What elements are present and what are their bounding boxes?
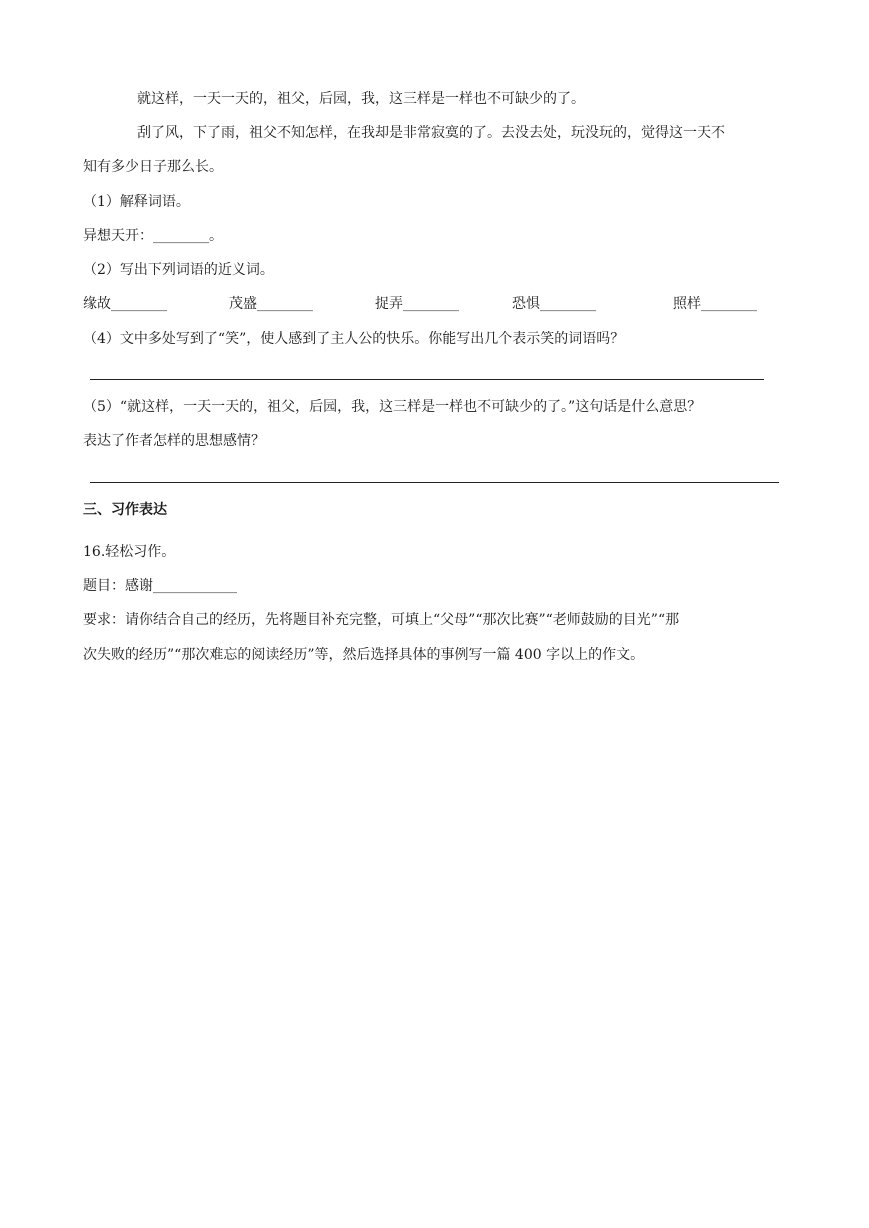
question-1-item: 异想天开：________。	[83, 228, 223, 244]
passage-paragraph-1: 就这样，一天一天的，祖父，后园，我，这三样是一样也不可缺少的了。	[137, 91, 585, 107]
passage-paragraph-2-line-2: 知有多少日子那么长。	[83, 159, 223, 175]
question-5-line-2: 表达了作者怎样的思想感情？	[83, 433, 265, 449]
essay-topic: 题目：感谢____________	[83, 578, 237, 594]
question-1-title: （1）解释词语。	[83, 194, 190, 210]
question-4-title: （4）文中多处写到了“笑”，使人感到了主人公的快乐。你能写出几个表示笑的词语吗？	[83, 331, 625, 347]
question-2-title: （2）写出下列词语的近义词。	[83, 262, 274, 278]
essay-requirement-line-1: 要求：请你结合自己的经历，先将题目补充完整，可填上“父母”“那次比赛”“老师鼓励的目光”“那	[83, 612, 680, 628]
synonym-row	[83, 294, 783, 314]
synonym-item: 捉弄________	[375, 296, 459, 312]
question-16-title: 16.轻松习作。	[83, 544, 176, 560]
synonym-item: 茂盛________	[229, 296, 313, 312]
passage-paragraph-2-line-1: 刮了风，下了雨，祖父不知怎样，在我却是非常寂寞的了。去没去处，玩没玩的，觉得这一天不	[137, 125, 725, 141]
question-5-line-1: （5）“就这样，一天一天的，祖父，后园，我，这三样是一样也不可缺少的了。”这句话是什么意思？	[83, 399, 702, 415]
essay-requirement-line-2: 次失败的经历”“那次难忘的阅读经历”等，然后选择具体的事例写一篇 400 字以上的作文。	[83, 647, 645, 663]
section-3-heading: 三、习作表达	[83, 502, 167, 518]
answer-line-q5	[90, 482, 779, 483]
synonym-item: 恐惧________	[512, 296, 596, 312]
synonym-item: 缘故________	[83, 296, 167, 312]
synonym-item: 照样________	[673, 296, 757, 312]
answer-line-q4	[90, 379, 764, 380]
